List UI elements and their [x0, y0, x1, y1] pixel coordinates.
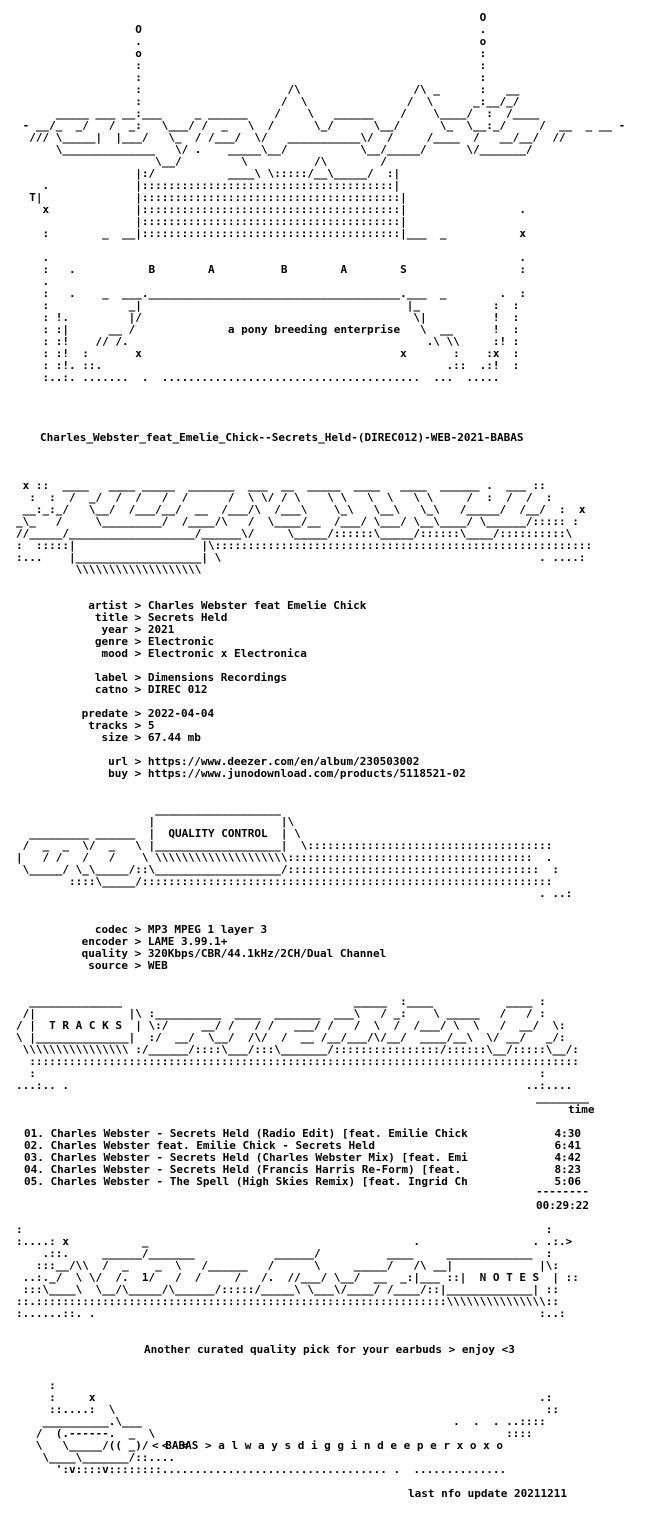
field-key: url — [108, 755, 128, 768]
track-row — [24, 1152, 581, 1164]
field-key: year — [101, 623, 128, 636]
track-number: 05. — [24, 1175, 44, 1188]
track-time: 8:23 — [554, 1163, 581, 1176]
track-row — [24, 1176, 581, 1188]
release-name: Charles_Webster_feat_Emelie_Chick--Secrets_Held-(DIREC012)-WEB-2021-BABAS — [40, 431, 524, 444]
quality-banner-art: ___________________ | |\ _________ ______ | QUALITY CONTROL | \ / _ _ \/ _ \ |___________________| \::::::::::::::::::::::::::::::::::::: | / / / / \ \\\\\\\\\\\\\\\\\\\\::::::::::::::::::::::::::::::::::::: . \_____/ \_\_____/::\___________________/:::::::::::::::::::::::::::::::::::::: : ::::\_____/:::::::::::::::::::::::::::::::::::::::::::::::::::::::::::::: . ..: — [16, 803, 573, 900]
field-value: Electronic — [147, 635, 215, 648]
track-number: 01. — [24, 1127, 44, 1140]
quality-field-quality: quality > 320Kbps/CBR/44.1kHz/2CH/Dual Channel — [64, 948, 386, 960]
field-key: predate — [81, 707, 128, 720]
field-key: label — [94, 671, 128, 684]
track-title: Charles Webster - Secrets Held (Radio Edit) [feat. Emilie Chick — [50, 1128, 468, 1140]
quality-field-codec: codec > MP3 MPEG 1 layer 3 — [64, 924, 267, 936]
track-title: Charles Webster - Secrets Held (Francis Harris Re-Form) [feat. — [50, 1164, 462, 1176]
track-time: 4:42 — [554, 1151, 581, 1164]
metadata-field-artist: artist > Charles Webster feat Emelie Chick — [72, 600, 366, 612]
field-key: catno — [94, 683, 128, 696]
track-row — [24, 1140, 581, 1152]
field-value: 5 — [147, 719, 155, 732]
header-logo-art: O O . . o o : : : : : : /\ /\ _ : __ : / \ / \ _:__/_/ _____ ___ __:___ _ ______ / \ ______ / \____/ : /____ - __/_ _/ / _: \___/ / _ \ / \_/ \__/ \_ \__:_/ / __ _ __ - /// \_____| |___/ \_ / /___/ \/ ___________\/ / /____ / __/__/ // \______________ \/ . _____\__/ \__/_____/ \/_______/ \__/ \ /\ / |:/ ____\ \:::::/__\_____/ :| . |::::::::::::::::::::::::::::::::::::::| T| |:::::::::::::::::::::::::::::::::::::::| x |:::::::::::::::::::::::::::::::::::::::| . |:::::::::::::::::::::::::::::::::::::::| : _ __|:::::::::::::::::::::::::::::::::::::::|___ _ x . . : . B A B A S : . : . _ ___.______________________________________.___ _ . : : _| |_ : : : !. |/ \| ! : : :| __ / a pony breeding enterprise \ __ ! : : :! // /. .\ \\ :! : : :! : x x : :x : : :!. ::. .:: .:! : :..:. ....... . ....................................... ... ..... — [22, 11, 626, 384]
track-time: 6:41 — [554, 1139, 581, 1152]
field-value: Electronic x Electronica — [147, 647, 307, 660]
field-value: LAME 3.99.1+ — [147, 935, 228, 948]
buy-link[interactable]: https://www.junodownload.com/products/5118521-02 — [147, 767, 466, 780]
metadata-field-catno: catno > DIREC 012 — [72, 684, 207, 696]
field-value: WEB — [147, 959, 168, 972]
metadata-banner-art: x :: ____ ____ _____ _______ ___ __ _____ ____ ____ ______ . ___ :: : : / _/ / / / / / \ \/ / \ \ \ \ \ \ \ / : / / : __:_:_/ \__/ /___/__/ __ /___/\ /___\ \_\ \__\ \_\ /_____/ /__/ : x _\_ / \_________/ /____/\ / \____/__ /___/ \___/ \__\____/ \______/::::: : //_____/___________________/______\/ \_____/::::::\_____/::::::\____/::::::::::\ : :::::| |\::::::::::::::::::::::::::::::::::::::::::::::::::::::::: :... |___________________| \ . ....: \\\\\\\\\\\\\\\\\\\ — [16, 479, 593, 576]
field-key: mood — [101, 647, 128, 660]
track-row — [24, 1164, 581, 1176]
track-row — [24, 1128, 581, 1140]
footer-signature: < BABAS > a l w a y s d i g g i n d e e p e r x o x o — [152, 1439, 503, 1452]
field-value: Secrets Held — [147, 611, 228, 624]
quality-field-encoder: encoder > LAME 3.99.1+ — [64, 936, 227, 948]
field-value: Charles Webster feat Emelie Chick — [147, 599, 367, 612]
field-key: size — [101, 731, 128, 744]
field-value: DIREC 012 — [147, 683, 208, 696]
tracks-banner-art: ______________ _____ :____ ____ : /| |\ :__________ ____ _______ ___\ / _: \ _____ / / : / | T R A C K S | \:/ __/ / / / ___/ / / \ / /___/ \ \ / __/ \: \ |______________| :/ __/ \__/ /\/ / __ /__/___/\/__/ ____/__\ \/ __/ _/: \\\\\\\\\\\\\\\\ :/______/::::\___/:::\_______/::::::::::::::::/::::::\__/:::::\__/: ::::::::::::::::::::::::::::::::::::::::::::::::::::::::::::::::::::::::::::::::::: : : ...:.. . ..:.... — [16, 995, 579, 1092]
track-title: Charles Webster feat. Emilie Chick - Secrets Held — [50, 1140, 376, 1152]
last-update: last nfo update 20211211 — [408, 1487, 567, 1500]
field-key: title — [94, 611, 128, 624]
track-time: 5:06 — [554, 1175, 581, 1188]
metadata-field-size: size > 67.44 mb — [72, 732, 201, 744]
notes-banner-art: : : :....: x _ . . .:.> .::. ______/_______ ______/ ____ _____________ : :::__/\\ / _ _ \ /______ / \ _____/ /\ __| |\: ..:._/ \ \/ /. 1/ / / / /. //___/ \__/ __ _:|___ ::| N O T E S | :: :::\____\ \__/\_____/\______/:::::/_____\ \___\/____/ /____/::|_____________| :: ::.::::::::::::::::::::::::::::::::::::::::::::::::::::::::::::::\\\\\\\\\\\\\\\:: :......::. . :..: — [16, 1223, 579, 1320]
metadata-field-mood: mood > Electronic x Electronica — [72, 648, 307, 660]
metadata-field-tracks: tracks > 5 — [72, 720, 155, 732]
footer-baseline-art: \____\_______/::.... ':v::::v::::::::.................................. . .............. — [42, 1451, 507, 1476]
total-rule: -------- — [536, 1185, 589, 1198]
field-key: quality — [81, 947, 128, 960]
metadata-field-year: year > 2021 — [72, 624, 174, 636]
time-header-rule: ________ — [536, 1091, 589, 1104]
field-value: MP3 MPEG 1 layer 3 — [147, 923, 268, 936]
quality-field-source: source > WEB — [64, 960, 168, 972]
field-key: source — [88, 959, 128, 972]
metadata-field-title: title > Secrets Held — [72, 612, 227, 624]
track-time: 4:30 — [554, 1127, 581, 1140]
field-key: buy — [108, 767, 128, 780]
field-value: 2021 — [147, 623, 175, 636]
field-value: 2022-04-04 — [147, 707, 215, 720]
metadata-field-genre: genre > Electronic — [72, 636, 214, 648]
time-header: time — [568, 1103, 595, 1116]
field-key: codec — [94, 923, 128, 936]
track-title: Charles Webster - The Spell (High Skies Remix) [feat. Ingrid Ch — [50, 1176, 468, 1188]
field-value: 320Kbps/CBR/44.1kHz/2CH/Dual Channel — [147, 947, 387, 960]
track-number: 03. — [24, 1151, 44, 1164]
field-key: artist — [88, 599, 128, 612]
field-key: genre — [94, 635, 128, 648]
metadata-field-url: url > https://www.deezer.com/en/album/230503002 — [72, 756, 419, 768]
footer-art: : : x .: ::....: \ :: __________.\___ . . . ..:::: / (.------. _ \ :::: \ \_____/(( _)/ < < — [35, 1379, 560, 1452]
metadata-field-label: label > Dimensions Recordings — [72, 672, 287, 684]
metadata-field-predate: predate > 2022-04-04 — [72, 708, 214, 720]
field-key: encoder — [81, 935, 128, 948]
metadata-field-buy: buy > https://www.junodownload.com/products/5118521-02 — [72, 768, 466, 780]
field-value: Dimensions Recordings — [147, 671, 287, 684]
field-key: tracks — [88, 719, 128, 732]
total-time: 00:29:22 — [536, 1199, 589, 1212]
track-number: 04. — [24, 1163, 44, 1176]
field-value: 67.44 mb — [147, 731, 201, 744]
url-link[interactable]: https://www.deezer.com/en/album/230503002 — [147, 755, 420, 768]
track-title: Charles Webster - Secrets Held (Charles Webster Mix) [feat. Emi — [50, 1152, 468, 1164]
track-number: 02. — [24, 1139, 44, 1152]
notes-message: Another curated quality pick for your earbuds > enjoy <3 — [144, 1343, 515, 1356]
